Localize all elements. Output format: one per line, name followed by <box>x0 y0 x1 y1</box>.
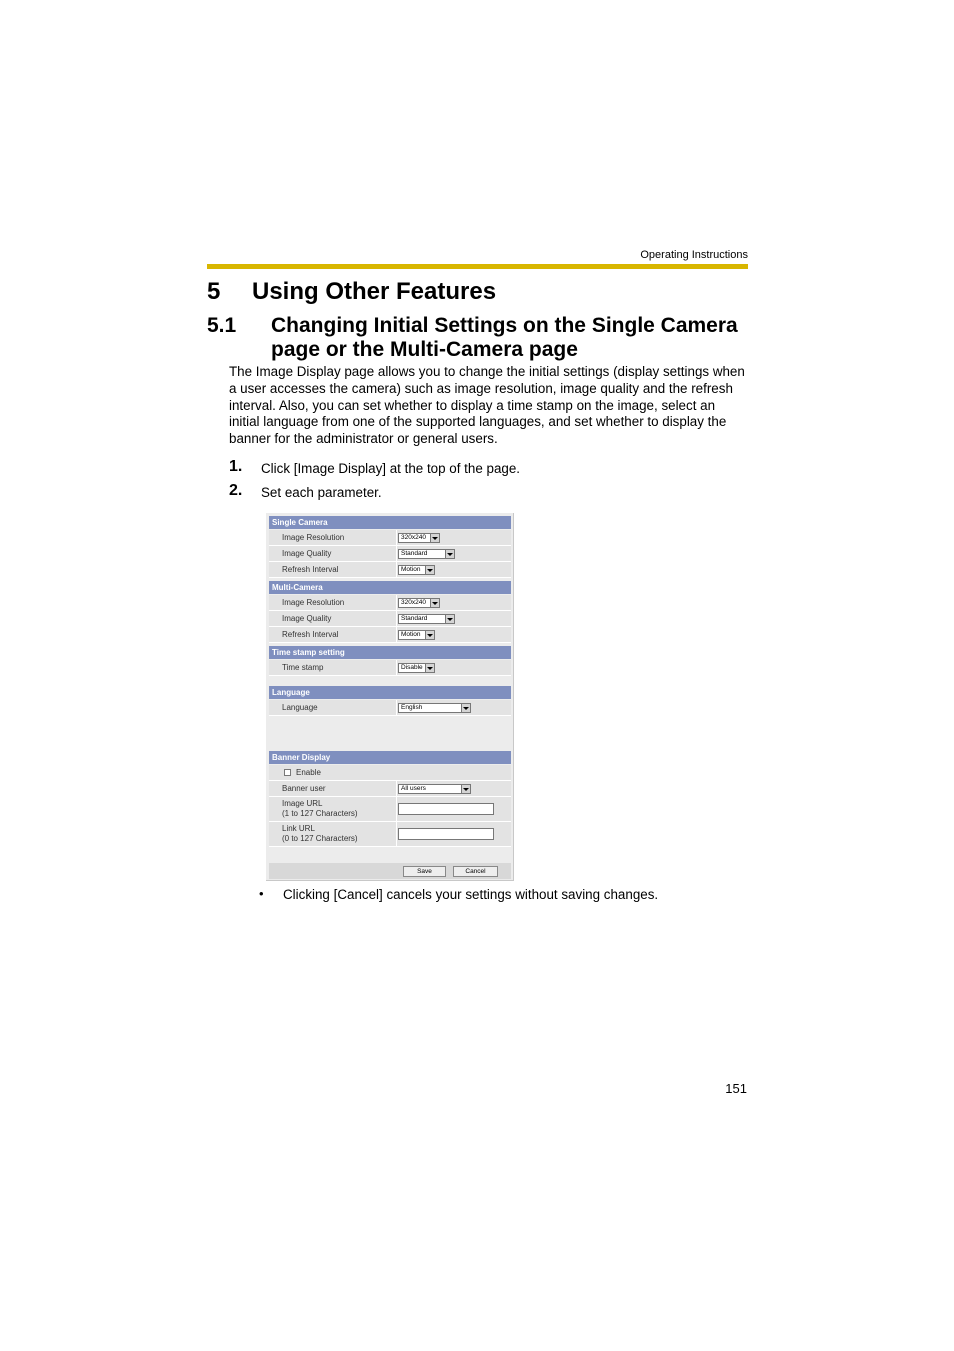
save-button[interactable]: Save <box>403 866 446 877</box>
chapter-title: Using Other Features <box>252 278 497 305</box>
single-refresh-interval-select[interactable]: Motion <box>398 565 435 575</box>
enable-label: Enable <box>296 768 321 777</box>
language-row <box>269 700 511 716</box>
chevron-down-icon <box>430 534 439 542</box>
bullet-text: Clicking [Cancel] cancels your settings without saving changes. <box>283 887 659 902</box>
chapter-number: 5 <box>207 278 221 305</box>
multi-image-resolution-select[interactable]: 320x240 <box>398 598 440 608</box>
image-url-field[interactable] <box>398 803 494 815</box>
chevron-down-icon <box>461 704 470 712</box>
step-1-text: Click [Image Display] at the top of the page. <box>261 461 521 476</box>
banner-enable-row <box>269 765 511 781</box>
link-url-hint: (0 to 127 Characters) <box>282 834 358 843</box>
image-display-settings-panel <box>266 513 514 881</box>
chevron-down-icon <box>425 566 434 574</box>
chevron-down-icon <box>425 631 434 639</box>
single-camera-header: Single Camera <box>269 516 511 529</box>
banner-user-select[interactable]: All users <box>398 784 471 794</box>
image-url-hint: (1 to 127 Characters) <box>282 809 358 818</box>
section-title: Changing Initial Settings on the Single Camera page or the Multi-Camera page <box>271 314 738 361</box>
link-url-field[interactable] <box>398 828 494 840</box>
time-stamp-row <box>269 660 511 676</box>
chevron-down-icon <box>445 550 454 558</box>
enable-checkbox[interactable] <box>284 769 291 776</box>
multi-refresh-interval-label: Refresh Interval <box>282 630 339 639</box>
step-2-text: Set each parameter. <box>261 485 382 500</box>
chevron-down-icon <box>430 599 439 607</box>
step-2-number: 2. <box>229 482 243 499</box>
image-url-row <box>269 797 511 822</box>
bullet-icon: • <box>259 886 264 901</box>
multi-camera-header: Multi-Camera <box>269 581 511 594</box>
page-number: 151 <box>725 1081 747 1096</box>
multi-image-resolution-row <box>269 595 511 611</box>
multi-image-quality-row <box>269 611 511 627</box>
chevron-down-icon <box>445 615 454 623</box>
language-header: Language <box>269 686 511 699</box>
chevron-down-icon <box>461 785 470 793</box>
multi-refresh-interval-select[interactable]: Motion <box>398 630 435 640</box>
image-url-label: Image URL <box>282 799 323 808</box>
time-stamp-select[interactable]: Disable <box>398 663 435 673</box>
banner-user-label: Banner user <box>282 784 326 793</box>
multi-image-resolution-label: Image Resolution <box>282 598 345 607</box>
single-image-quality-label: Image Quality <box>282 549 332 558</box>
single-image-resolution-row <box>269 530 511 546</box>
single-image-resolution-select[interactable]: 320x240 <box>398 533 440 543</box>
link-url-row <box>269 822 511 847</box>
cancel-button[interactable]: Cancel <box>453 866 498 877</box>
language-label: Language <box>282 703 318 712</box>
single-image-quality-select[interactable]: Standard <box>398 549 455 559</box>
multi-refresh-interval-row <box>269 627 511 643</box>
multi-image-quality-select[interactable]: Standard <box>398 614 455 624</box>
banner-display-header: Banner Display <box>269 751 511 764</box>
single-image-resolution-label: Image Resolution <box>282 533 345 542</box>
time-stamp-header: Time stamp setting <box>269 646 511 659</box>
intro-paragraph: The Image Display page allows you to change the initial settings (display settings when a user accesses the camera) such as image resolution, image quality and the refresh interval. Also, you can set whether to display a time stamp on the image, select an initial language from one of the supported languages, and set whether to display the banner for the administrator or general users. <box>229 364 745 447</box>
time-stamp-label: Time stamp <box>282 663 324 672</box>
single-refresh-interval-label: Refresh Interval <box>282 565 339 574</box>
header-rule <box>207 264 748 269</box>
single-image-quality-row <box>269 546 511 562</box>
language-select[interactable]: English <box>398 703 471 713</box>
running-header: Operating Instructions <box>640 249 748 261</box>
button-bar <box>269 863 511 879</box>
single-refresh-interval-row <box>269 562 511 578</box>
multi-image-quality-label: Image Quality <box>282 614 332 623</box>
step-1-number: 1. <box>229 458 243 475</box>
chevron-down-icon <box>425 664 434 672</box>
banner-user-row <box>269 781 511 797</box>
link-url-label: Link URL <box>282 824 315 833</box>
section-number: 5.1 <box>207 314 237 337</box>
